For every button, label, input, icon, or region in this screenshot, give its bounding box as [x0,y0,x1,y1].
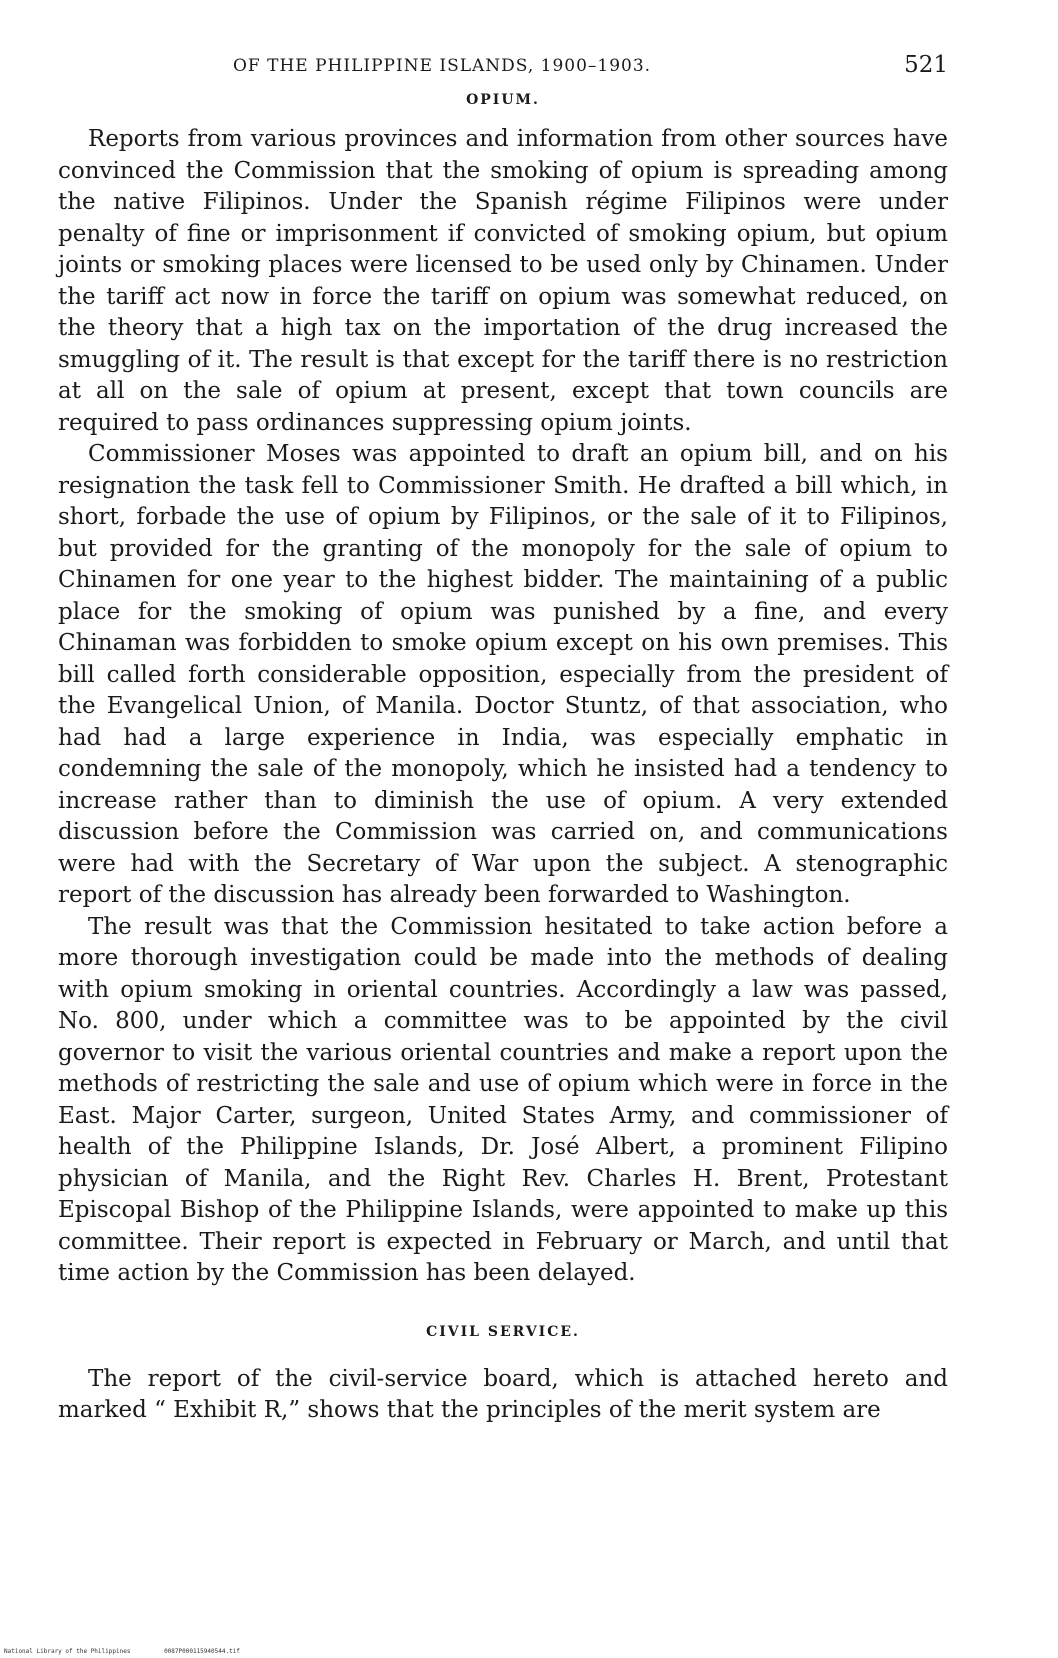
opium-heading: OPIUM. [466,92,540,108]
opium-paragraph-2: Commissioner Moses was appointed to draft an opium bill, and on his resignation the task fell to Commissioner Smith. He drafted a bill which, in short, forbade the use of opium by Filipinos, or the sale of it to Filipinos, but provided for the granting of the monopoly for the sale of opium to Chinamen for one year to the highest bidder. The maintaining of a public place for the smoking of opium was punished by a fine, and every Chinaman was forbidden to smoke opium except on his own premises. This bill called forth considerable opposition, especially from the president of the Evangelical Union, of Manila. Doctor Stuntz, of that association, who had had a large experience in India, was especially emphatic in condemning the sale of the monopoly, which he insisted had a tendency to increase rather than to diminish the use of opium. A very extended discussion before the Commission was carried on, and communications were had with the Secretary of War upon the subject. A stenographic report of the discussion has already been forwarded to Washington. [58,441,948,908]
footer-file-id: 0087P000115940544.tif [164,1648,240,1655]
page-number: 521 [904,52,948,78]
scan-footer [4,1648,270,1655]
civil-service-heading: CIVIL SERVICE. [426,1323,580,1340]
running-header [58,52,948,86]
civil-service-paragraph: The report of the civil-service board, which is attached hereto and marked “ Exhibit R,” shows that the principles of the merit system are [58,1365,948,1423]
opium-paragraph-1: Reports from various provinces and information from other sources have convinced the Commission that the smoking of opium is spreading among the native Filipinos. Under the Spanish régime Filipinos were under penalty of fine or imprisonment if convicted of smoking opium, but opium joints or smoking places were licensed to be used only by Chinamen. Under the tariff act now in force the tariff on opium was somewhat reduced, on the theory that a high tax on the importation of the drug increased the smuggling of it. The result is that except for the tariff there is no restriction at all on the sale of opium at present, except that town councils are required to pass ordinances suppressing opium joints. [58,126,948,436]
running-title: OF THE PHILIPPINE ISLANDS, 1900–1903. [233,56,652,76]
footer-library: National Library of the Philippines [4,1648,131,1655]
document-page [58,52,948,1427]
opium-paragraph-3: The result was that the Commission hesitated to take action before a more thorough investigation could be made into the methods of dealing with opium smoking in oriental countries. Accordingly a law was passed, No. 800, under which a committee was to be appointed by the civil governor to visit the various oriental countries and make a report upon the methods of restricting the sale and use of opium which were in force in the East. Major Carter, surgeon, United States Army, and commissioner of health of the Philippine Islands, Dr. José Albert, a prominent Filipino physician of Manila, and the Right Rev. Charles H. Brent, Protestant Episcopal Bishop of the Philippine Islands, were appointed to make up this committee. Their report is expected in February or March, and until that time action by the Commission has been delayed. [58,913,948,1286]
